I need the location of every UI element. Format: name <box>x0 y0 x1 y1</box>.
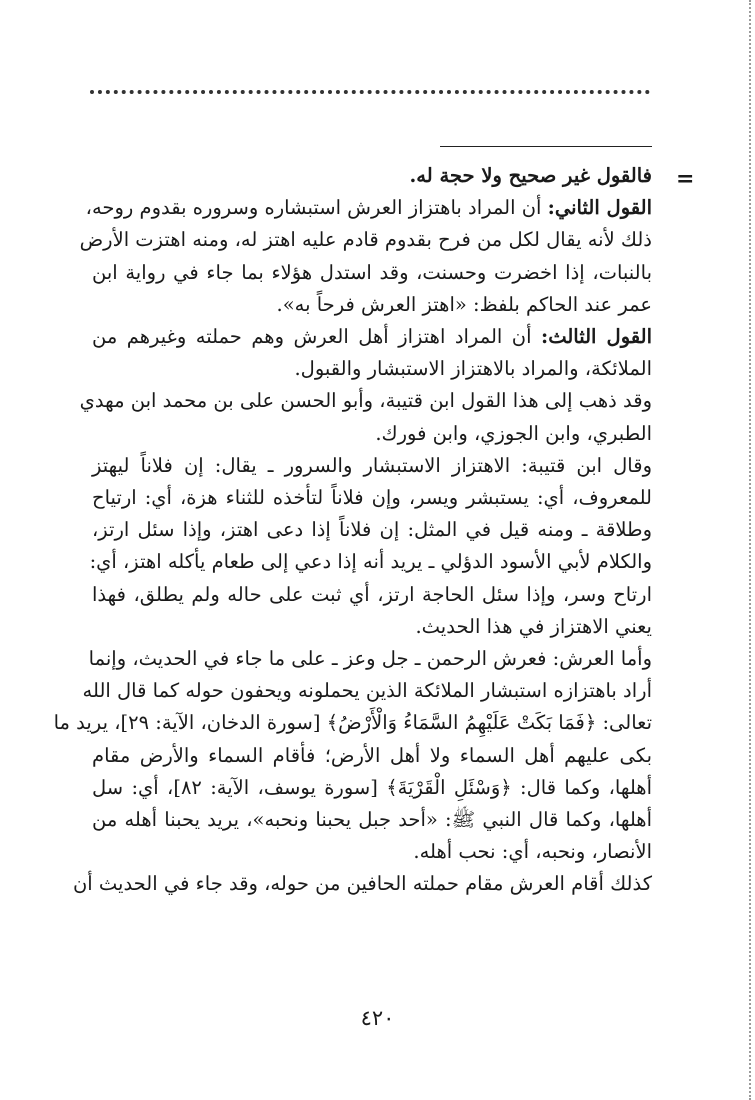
line-text: أن المراد باهتزاز العرش استبشاره وسروره بقدوم روحه، <box>85 196 548 220</box>
text-line <box>92 740 652 772</box>
line-text: للمعروف، أي: يستبشر ويسر، وإن فلاناً لتأخذه للثناء هزة، أي: ارتياح <box>92 486 652 510</box>
text-line <box>79 224 652 256</box>
text-line <box>92 418 652 450</box>
text-line <box>72 868 652 900</box>
line-text: ذلك لأنه يقال لكل من فرح بقدوم قادم عليه اهتز له، ومنه اهتزت الأرض <box>79 228 652 252</box>
text-line <box>92 611 652 643</box>
text-line <box>53 707 652 739</box>
page-number: ٤٢٠ <box>360 1006 395 1030</box>
line-text: أهلها، وكما قال النبي ﷺ: «أحد جبل يحبنا ونحبه»، يريد يحبنا أهله من <box>92 808 652 832</box>
footnote-separator-rule <box>440 146 652 147</box>
text-line <box>92 257 652 289</box>
line-text: كذلك أقام العرش مقام حملته الحافين من حوله، وقد جاء في الحديث أن <box>72 872 652 896</box>
line-text: أهلها، وكما قال: ﴿وَسْئَلِ الْقَرْيَةَ﴾ [سورة يوسف، الآية: ٨٢]، أي: سل <box>92 775 652 799</box>
text-line <box>89 546 652 578</box>
line-text: بالنبات، إذا اخضرت وحسنت، وقد استدل هؤلاء بما جاء في رواية ابن <box>92 260 652 284</box>
section-heading: فالقول غير صحيح ولا حجة له. <box>409 164 652 187</box>
line-text: ارتاح وسر، وإذا سئل الحاجة ارتز، أي ثبت على حاله ولم يطلق، فهذا <box>92 582 652 606</box>
line-text: تعالى: ﴿فَمَا بَكَتْ عَلَيْهِمُ السَّمَاءُ وَالْأَرْضُ﴾ [سورة الدخان، الآية: ٢٩]، يريد ما <box>53 711 652 735</box>
section-heading: القول الثاني: <box>547 196 652 220</box>
line-text: بكى عليهم أهل السماء ولا أهل الأرض؛ فأقام السماء والأرض مقام <box>92 743 652 767</box>
text-line <box>92 160 652 192</box>
text-line <box>92 482 652 514</box>
text-line <box>85 192 652 224</box>
line-text: أن المراد اهتزاز أهل العرش وهم حملته وغيرهم من <box>92 325 541 349</box>
text-line <box>92 450 652 482</box>
line-text: يعني الاهتزاز في هذا الحديث. <box>415 614 652 638</box>
text-line <box>92 772 652 804</box>
line-text: وأما العرش: فعرش الرحمن ـ جل وعز ـ على ما جاء في الحديث، وإنما <box>88 647 652 671</box>
line-text: وقد ذهب إلى هذا القول ابن قتيبة، وأبو الحسن على بن محمد ابن مهدي <box>79 389 652 413</box>
text-line <box>92 289 652 321</box>
line-text: عمر عند الحاكم بلفظ: «اهتز العرش فرحاً به». <box>276 292 652 316</box>
text-line <box>88 643 652 675</box>
page-edge-dotted-border <box>749 0 751 1100</box>
line-text: الأنصار، ونحبه، أي: نحب أهله. <box>413 840 652 864</box>
text-line <box>79 385 652 417</box>
text-line <box>92 836 652 868</box>
text-line <box>92 579 652 611</box>
line-text: الملائكة، والمراد بالاهتزاز الاستبشار والقبول. <box>294 357 652 381</box>
section-heading: القول الثالث: <box>541 325 652 349</box>
line-text: أراد باهتزازه استبشار الملائكة الذين يحملونه ويحفون حوله كما قال الله <box>82 679 652 703</box>
text-line <box>92 804 652 836</box>
line-text: وقال ابن قتيبة: الاهتزاز الاستبشار والسرور ـ يقال: إن فلاناً ليهتز <box>92 453 652 477</box>
text-line <box>92 321 652 353</box>
line-text: الطبري، وابن الجوزي، وابن فورك. <box>375 421 652 445</box>
continuation-mark: = <box>676 166 695 192</box>
line-text: وطلاقة ـ ومنه قيل في المثل: إن فلاناً إذا دعى اهتز، وإذا سئل ارتز، <box>92 518 652 542</box>
top-dotted-rule <box>90 90 650 94</box>
line-text: والكلام لأبي الأسود الدؤلي ـ يريد أنه إذا دعي إلى طعام يأكله اهتز، أي: <box>89 550 652 574</box>
text-line <box>82 675 652 707</box>
text-line <box>92 514 652 546</box>
footnote-body-text <box>53 160 652 901</box>
text-line <box>92 353 652 385</box>
